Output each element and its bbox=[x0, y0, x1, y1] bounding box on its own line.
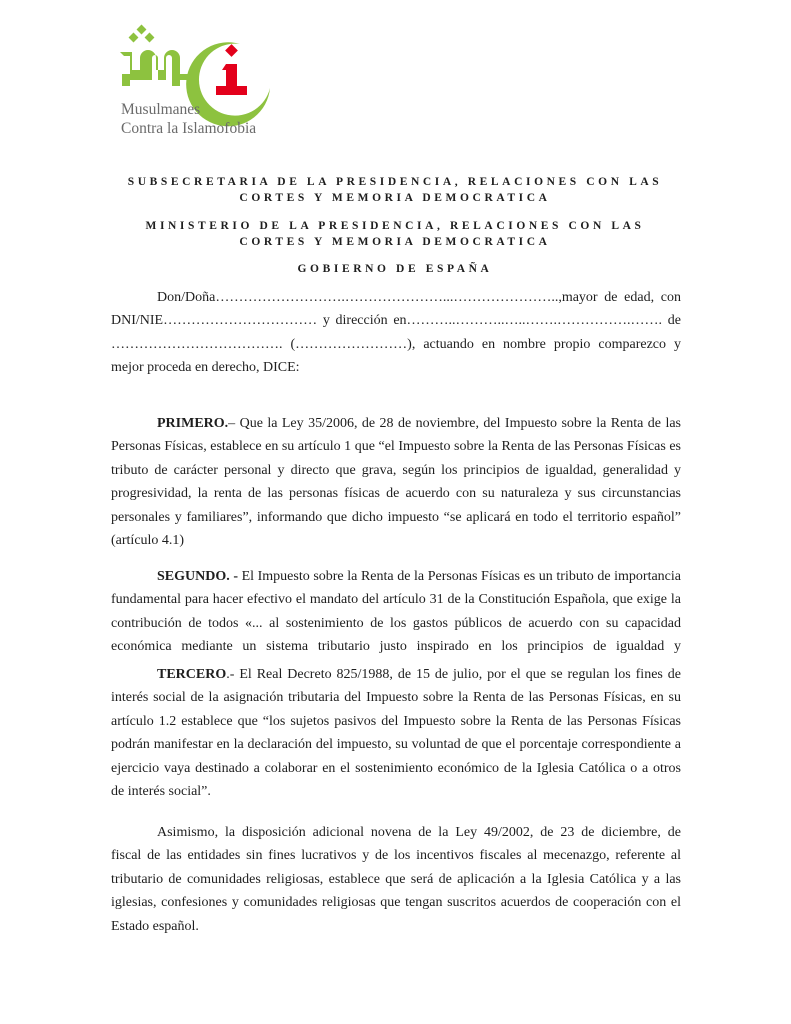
line: iglesias, confesiones y comunidades religiosas que tengan suscritos acuerdos de cooperación con el bbox=[111, 895, 681, 911]
asimismo-paragraph bbox=[111, 821, 681, 938]
heading-line: SUBSECRETARIA DE LA PRESIDENCIA, RELACIONES CON LAS bbox=[127, 176, 663, 188]
line: Personas Físicas, establece en su artículo 1 que “el Impuesto sobre la Renta de las Personas Físicas es bbox=[111, 439, 681, 455]
line: Asimismo, la disposición adicional novena de la Ley 49/2002, de 23 de diciembre, de bbox=[157, 825, 681, 840]
heading-line: CORTES Y MEMORIA DEMOCRATICA bbox=[239, 236, 551, 248]
primero-label: PRIMERO. bbox=[157, 416, 229, 431]
line: mejor proceda en derecho, DICE: bbox=[111, 360, 300, 376]
line: contribución de todos «... al sostenimiento de los gastos públicos de acuerdo con su capacidad bbox=[111, 615, 681, 631]
logo-text-line1: Musulmanes bbox=[121, 101, 201, 118]
line: ejercicio vaya destinado a colaborar en el sostenimiento económico de la Iglesia Católica o a otros bbox=[111, 760, 681, 776]
logo-text-line2: Contra la Islamofobia bbox=[121, 120, 257, 137]
line: personales y familiares”, informando que dicho impuesto “se aplicará en todo el territorio español” bbox=[111, 509, 681, 525]
heading-line: GOBIERNO DE ESPAÑA bbox=[297, 263, 493, 275]
line: fiscal de las entidades sin fines lucrativos y de los incentivos fiscales al mecenazgo, referente al bbox=[111, 848, 681, 864]
tercero-label: TERCERO bbox=[157, 667, 227, 682]
line: ………………………………. (……………………), actuando en nombre propio comparezco y bbox=[111, 336, 681, 352]
line-text: – Que la Ley 35/2006, de 28 de noviembre, del Impuesto sobre la Renta de las bbox=[228, 416, 681, 431]
line bbox=[111, 663, 681, 686]
line: interés social de la asignación tributaria del Impuesto sobre la Renta de las Personas Físicas, en su bbox=[111, 690, 681, 706]
intro-paragraph bbox=[111, 286, 681, 380]
segundo-label: SEGUNDO. - bbox=[157, 569, 238, 584]
heading-ministerio bbox=[100, 218, 690, 250]
line: DNI/NIE…………………………… y dirección en………..………..…..…….…………….……. de bbox=[111, 313, 681, 329]
line-text: El Impuesto sobre la Renta de la Personas Físicas es un tributo de importancia bbox=[238, 569, 681, 584]
line: artículo 1.2 establece que “los sujetos pasivos del Impuesto sobre la Renta de las Personas Físicas bbox=[111, 713, 681, 729]
line: fundamental para hacer efectivo el mandato del artículo 31 de la Constitución Española, que exige la bbox=[111, 592, 681, 608]
line: de interés social”. bbox=[111, 783, 211, 799]
heading-subsecretaria bbox=[100, 174, 690, 206]
heading-line: CORTES Y MEMORIA DEMOCRATICA bbox=[239, 192, 551, 204]
heading-gobierno bbox=[100, 261, 690, 277]
line: Estado español. bbox=[111, 918, 199, 934]
heading-line: MINISTERIO DE LA PRESIDENCIA, RELACIONES CON LAS bbox=[145, 220, 645, 232]
segundo-paragraph bbox=[111, 565, 681, 659]
line-text: .- El Real Decreto 825/1988, de 15 de julio, por el que se regulan los fines de bbox=[226, 667, 681, 682]
line: tributario de comunidades religiosas, establece que será de aplicación a la Iglesia Católica y a las bbox=[111, 871, 681, 887]
tercero-paragraph bbox=[111, 663, 681, 803]
line: Don/Doña……………………….…………………...…………………..,mayor de edad, con bbox=[157, 290, 681, 305]
line bbox=[111, 412, 681, 435]
line: progresividad, la renta de las personas físicas de acuerdo con su naturaleza y sus circunstancias bbox=[111, 486, 681, 502]
line bbox=[111, 565, 681, 588]
line: (artículo 4.1) bbox=[111, 532, 185, 548]
line: económica mediante un sistema tributario justo inspirado en los principios de igualdad y bbox=[111, 639, 681, 655]
line: tributo de carácter personal y directo que grava, según los principios de igualdad, generalidad y bbox=[111, 462, 681, 478]
primero-paragraph bbox=[111, 412, 681, 552]
line: podrán manifestar en la declaración del impuesto, su voluntad de que el porcentaje correspondiente a bbox=[111, 737, 681, 753]
